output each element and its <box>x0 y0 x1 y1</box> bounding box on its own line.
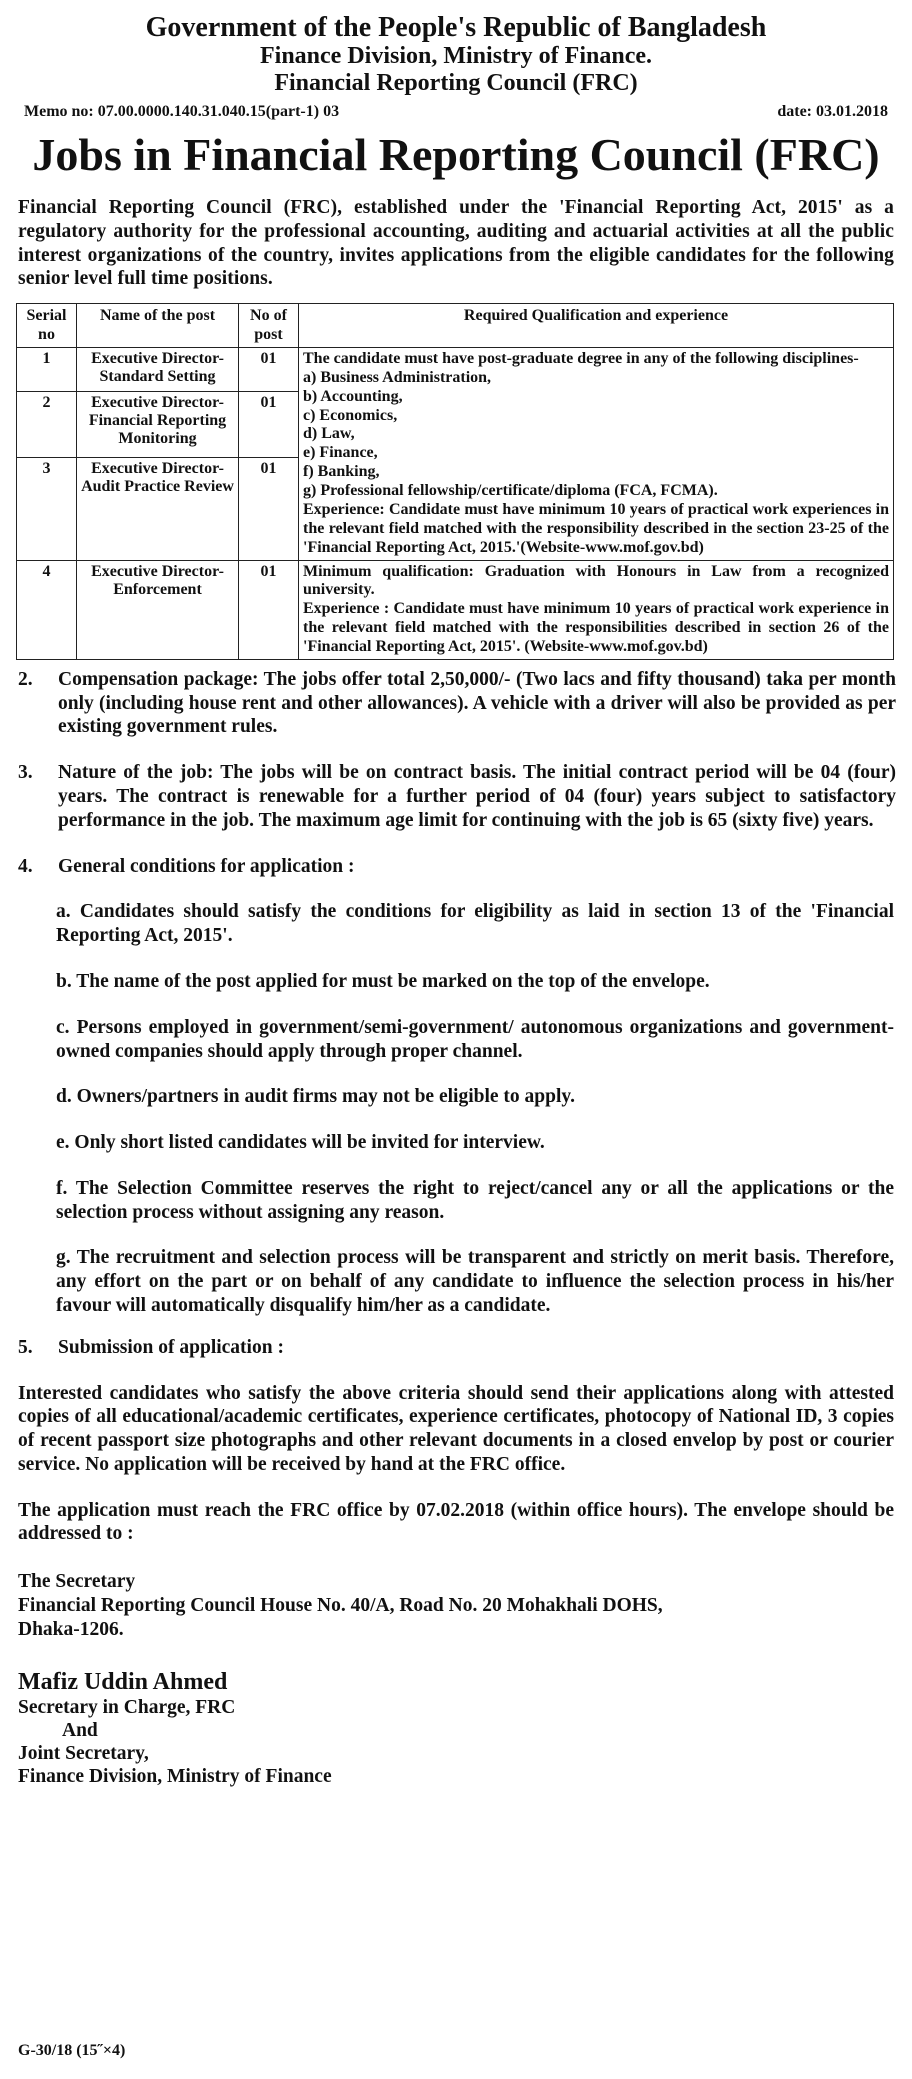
section-job-nature <box>16 761 896 832</box>
qualification-line: g) Professional fellowship/certificate/diploma (FCA, FCMA). <box>303 482 718 500</box>
signatory-title: Finance Division, Ministry of Finance <box>18 1765 332 1787</box>
post-cell: Executive Director-Audit Practice Review <box>77 457 239 560</box>
qualification-line: c) Economics, <box>303 406 398 424</box>
submission-paragraph: Interested candidates who satisfy the above criteria should send their applications along with attested copies of all educational/academic certificates, experience certificates, photocopy of National ID, 3 copies of recent passport size photographs and other relevant documents in a closed envelop by post or courier service. No application will be received by hand at the FRC office. <box>18 1382 894 1475</box>
condition-item: c. Persons employed in government/semi-government/ autonomous organizations and government-owned companies should apply through proper channel. <box>56 1016 894 1062</box>
serial-cell: 2 <box>17 391 77 457</box>
section-number: 3. <box>18 762 33 784</box>
count-cell: 01 <box>239 347 299 391</box>
footer-code: G-30/18 (15˝×4) <box>18 2042 126 2059</box>
qualification-cell <box>299 347 894 560</box>
qualification-cell <box>299 560 894 659</box>
serial-cell: 1 <box>17 347 77 391</box>
post-cell: Executive Director-Financial Reporting Monitoring <box>77 391 239 457</box>
intro-paragraph: Financial Reporting Council (FRC), established under the 'Financial Reporting Act, 2015' as a regulatory authority for the professional accounting, auditing and actuarial activities at all the public interest organizations of the country, invites applications from the eligible candidates for the following senior level full time positions. <box>18 197 894 290</box>
mailing-address <box>18 1570 894 1641</box>
count-cell: 01 <box>239 391 299 457</box>
memo-number: Memo no: 07.00.0000.140.31.040.15(part-1) 03 <box>24 103 340 121</box>
section-number: 5. <box>18 1336 33 1358</box>
table-row <box>17 560 894 659</box>
section-general-conditions <box>16 855 896 879</box>
qualification-line: e) Finance, <box>303 444 378 462</box>
condition-item: e. Only short listed candidates will be invited for interview. <box>56 1132 545 1154</box>
count-cell: 01 <box>239 457 299 560</box>
qualification-line: Minimum qualification: Graduation with Honours in Law from a recognized university. <box>303 562 889 599</box>
section-text: Submission of application : <box>58 1336 284 1358</box>
signatory-and: And <box>62 1719 98 1741</box>
government-name: Government of the People's Republic of Bangladesh <box>145 12 767 43</box>
job-notice-page <box>16 12 896 2072</box>
serial-cell: 4 <box>17 560 77 659</box>
condition-item: f. The Selection Committee reserves the right to reject/cancel any or all the applications or the selection process without assigning any reason. <box>56 1177 894 1223</box>
qualification-header: Required Qualification and experience <box>299 304 894 348</box>
signature-block <box>18 1668 894 1788</box>
signatory-title: Secretary in Charge, FRC <box>18 1696 236 1718</box>
condition-item: b. The name of the post applied for must be marked on the top of the envelope. <box>56 970 710 992</box>
serial-header: Serial no <box>17 304 77 348</box>
positions-table <box>16 303 894 660</box>
qualification-line: d) Law, <box>303 425 355 443</box>
experience-text: Experience : Candidate must have minimum 10 years of practical work experience in the relevant field matched with the responsibilities described in section 26 of the 'Financial Reporting Act, 2015'. (Website-www.mof.gov.bd) <box>303 600 889 656</box>
section-compensation <box>16 668 896 739</box>
count-cell: 01 <box>239 560 299 659</box>
address-line: Dhaka-1206. <box>18 1618 124 1640</box>
signatory-name: Mafiz Uddin Ahmed <box>18 1668 228 1695</box>
address-line: Financial Reporting Council House No. 40/A, Road No. 20 Mohakhali DOHS, <box>18 1595 663 1616</box>
ministry-name: Finance Division, Ministry of Finance. <box>260 43 652 70</box>
page-title: Jobs in Financial Reporting Council (FRC) <box>32 129 880 181</box>
letterhead <box>16 12 896 97</box>
serial-cell: 3 <box>17 457 77 560</box>
experience-text: Experience: Candidate must have minimum 10 years of practical work experiences in the relevant field matched with the responsibility described in the section 23-25 of the 'Financial Reporting Act, 2015.'(Website-www.mof.gov.bd) <box>303 500 889 556</box>
qualification-line: f) Banking, <box>303 463 380 481</box>
table-header-row <box>17 304 894 348</box>
memo-row <box>24 103 888 121</box>
section-number: 2. <box>18 668 33 690</box>
qualification-line: The candidate must have post-graduate degree in any of the following disciplines- <box>303 349 859 367</box>
signatory-title: Joint Secretary, <box>18 1742 149 1764</box>
council-name: Financial Reporting Council (FRC) <box>274 70 638 97</box>
count-header: No of post <box>239 304 299 348</box>
condition-item: d. Owners/partners in audit firms may not be eligible to apply. <box>56 1086 575 1108</box>
section-submission <box>16 1336 896 1360</box>
memo-date: date: 03.01.2018 <box>777 103 888 121</box>
post-header: Name of the post <box>77 304 239 348</box>
post-cell: Executive Director-Standard Setting <box>77 347 239 391</box>
table-row <box>17 347 894 391</box>
condition-item: a. Candidates should satisfy the conditions for eligibility as laid in section 13 of the 'Financial Reporting Act, 2015'. <box>56 901 894 947</box>
deadline-paragraph: The application must reach the FRC office by 07.02.2018 (within office hours). The envelope should be addressed to : <box>18 1499 894 1545</box>
section-text: Nature of the job: The jobs will be on contract basis. The initial contract period will be 04 (four) years. The contract is renewable for a further period of 04 (four) years subject to satisfactory performance in the job. The maximum age limit for continuing with the job is 65 (sixty five) years. <box>58 762 896 831</box>
post-cell: Executive Director-Enforcement <box>77 560 239 659</box>
section-text: Compensation package: The jobs offer total 2,50,000/- (Two lacs and fifty thousand) taka per month only (including house rent and other allowances). A vehicle with a driver will also be provided as per existing government rules. <box>58 668 896 738</box>
condition-item: g. The recruitment and selection process will be transparent and strictly on merit basis. Therefore, any effort on the part or on behalf of any candidate to influence the selection process in his/her favour will automatically disqualify him/her as a candidate. <box>56 1247 894 1316</box>
section-number: 4. <box>18 855 33 877</box>
address-line: The Secretary <box>18 1571 136 1593</box>
qualification-line: a) Business Administration, <box>303 368 492 386</box>
qualification-line: b) Accounting, <box>303 387 403 405</box>
section-text: General conditions for application : <box>58 855 355 877</box>
